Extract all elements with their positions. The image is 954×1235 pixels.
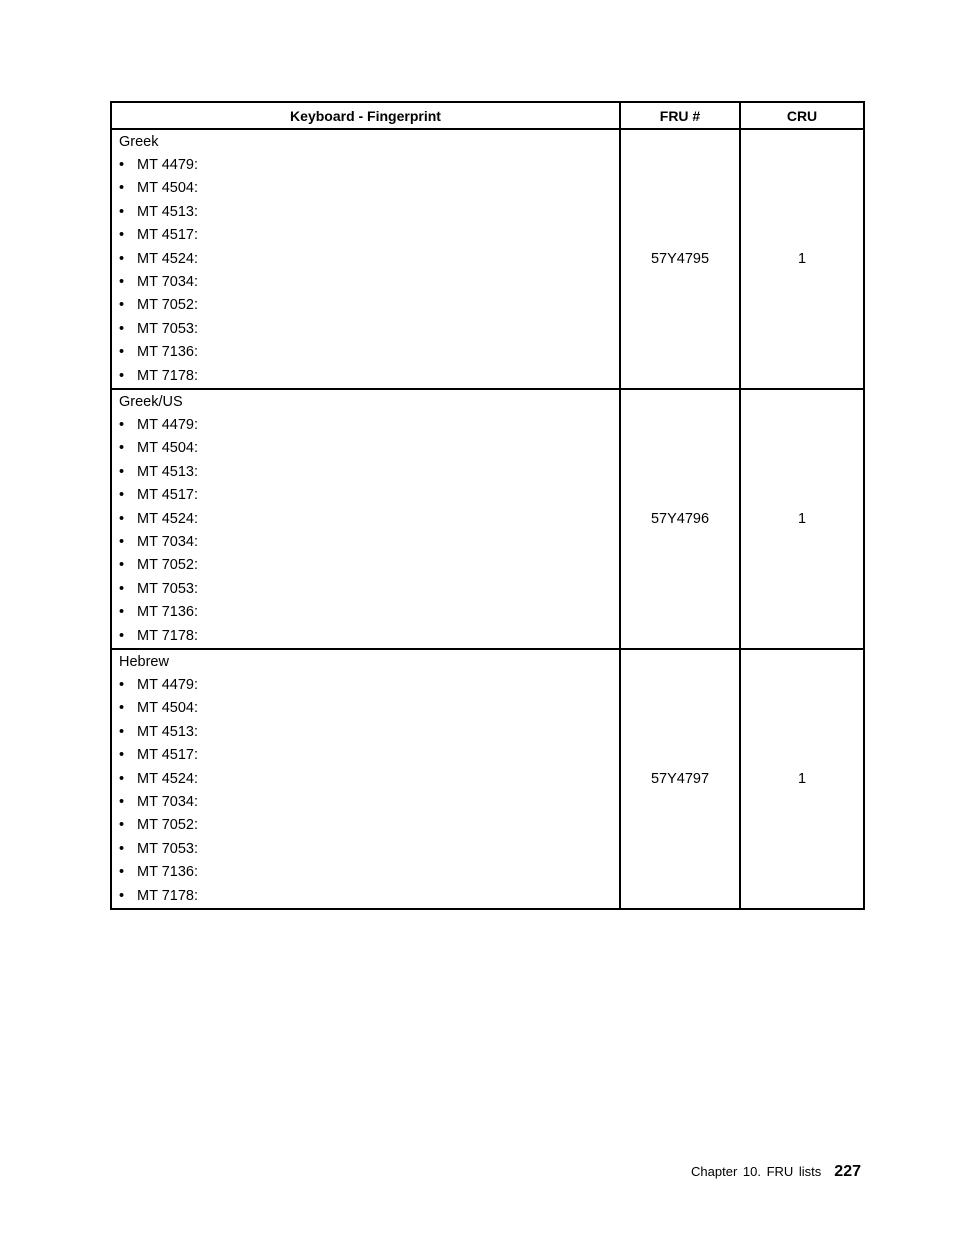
fru-number-cell: 57Y4796 [620, 389, 740, 649]
cru-cell: 1 [740, 389, 864, 649]
cru-cell: 1 [740, 129, 864, 389]
list-item: • MT 4517: [119, 484, 613, 507]
list-item: • MT 4517: [119, 744, 613, 767]
list-item: • MT 7136: [119, 861, 613, 884]
list-item: • MT 7178: [119, 885, 613, 908]
list-item: • MT 4504: [119, 437, 613, 460]
group-title: Greek/US [119, 394, 183, 410]
group-title: Hebrew [119, 654, 169, 670]
list-item: • MT 7034: [119, 271, 613, 294]
group-title: Greek [119, 134, 159, 150]
fru-number-cell: 57Y4797 [620, 649, 740, 909]
fru-table [110, 101, 865, 910]
cru-cell: 1 [740, 649, 864, 909]
table-row [111, 649, 864, 909]
list-item: • MT 4524: [119, 768, 613, 791]
list-item: • MT 4504: [119, 177, 613, 200]
list-item: • MT 7052: [119, 554, 613, 577]
page-footer [691, 1163, 861, 1181]
keyboard-cell [111, 649, 620, 909]
list-item: • MT 4479: [119, 674, 613, 697]
header-cru: CRU [740, 102, 864, 129]
chapter-title: Chapter 10. FRU lists [691, 1164, 822, 1179]
list-item: • MT 4479: [119, 154, 613, 177]
list-item: • MT 4513: [119, 461, 613, 484]
list-item: • MT 4517: [119, 224, 613, 247]
list-item: • MT 7052: [119, 294, 613, 317]
machine-type-list [119, 154, 613, 388]
header-fru-number: FRU # [620, 102, 740, 129]
fru-number-cell: 57Y4795 [620, 129, 740, 389]
list-item: • MT 7053: [119, 578, 613, 601]
list-item: • MT 7052: [119, 814, 613, 837]
list-item: • MT 4524: [119, 508, 613, 531]
list-item: • MT 7034: [119, 791, 613, 814]
machine-type-list [119, 414, 613, 648]
list-item: • MT 4513: [119, 721, 613, 744]
list-item: • MT 7034: [119, 531, 613, 554]
list-item: • MT 4479: [119, 414, 613, 437]
list-item: • MT 4513: [119, 201, 613, 224]
keyboard-cell [111, 129, 620, 389]
header-keyboard-fingerprint: Keyboard - Fingerprint [111, 102, 620, 129]
machine-type-list [119, 674, 613, 908]
keyboard-cell [111, 389, 620, 649]
list-item: • MT 7178: [119, 625, 613, 648]
table-row [111, 389, 864, 649]
list-item: • MT 7136: [119, 601, 613, 624]
table-row [111, 129, 864, 389]
list-item: • MT 7136: [119, 341, 613, 364]
list-item: • MT 7053: [119, 838, 613, 861]
list-item: • MT 7178: [119, 365, 613, 388]
list-item: • MT 4524: [119, 248, 613, 271]
page-number: 227 [834, 1163, 861, 1180]
table-header-row [111, 102, 864, 129]
list-item: • MT 7053: [119, 318, 613, 341]
list-item: • MT 4504: [119, 697, 613, 720]
